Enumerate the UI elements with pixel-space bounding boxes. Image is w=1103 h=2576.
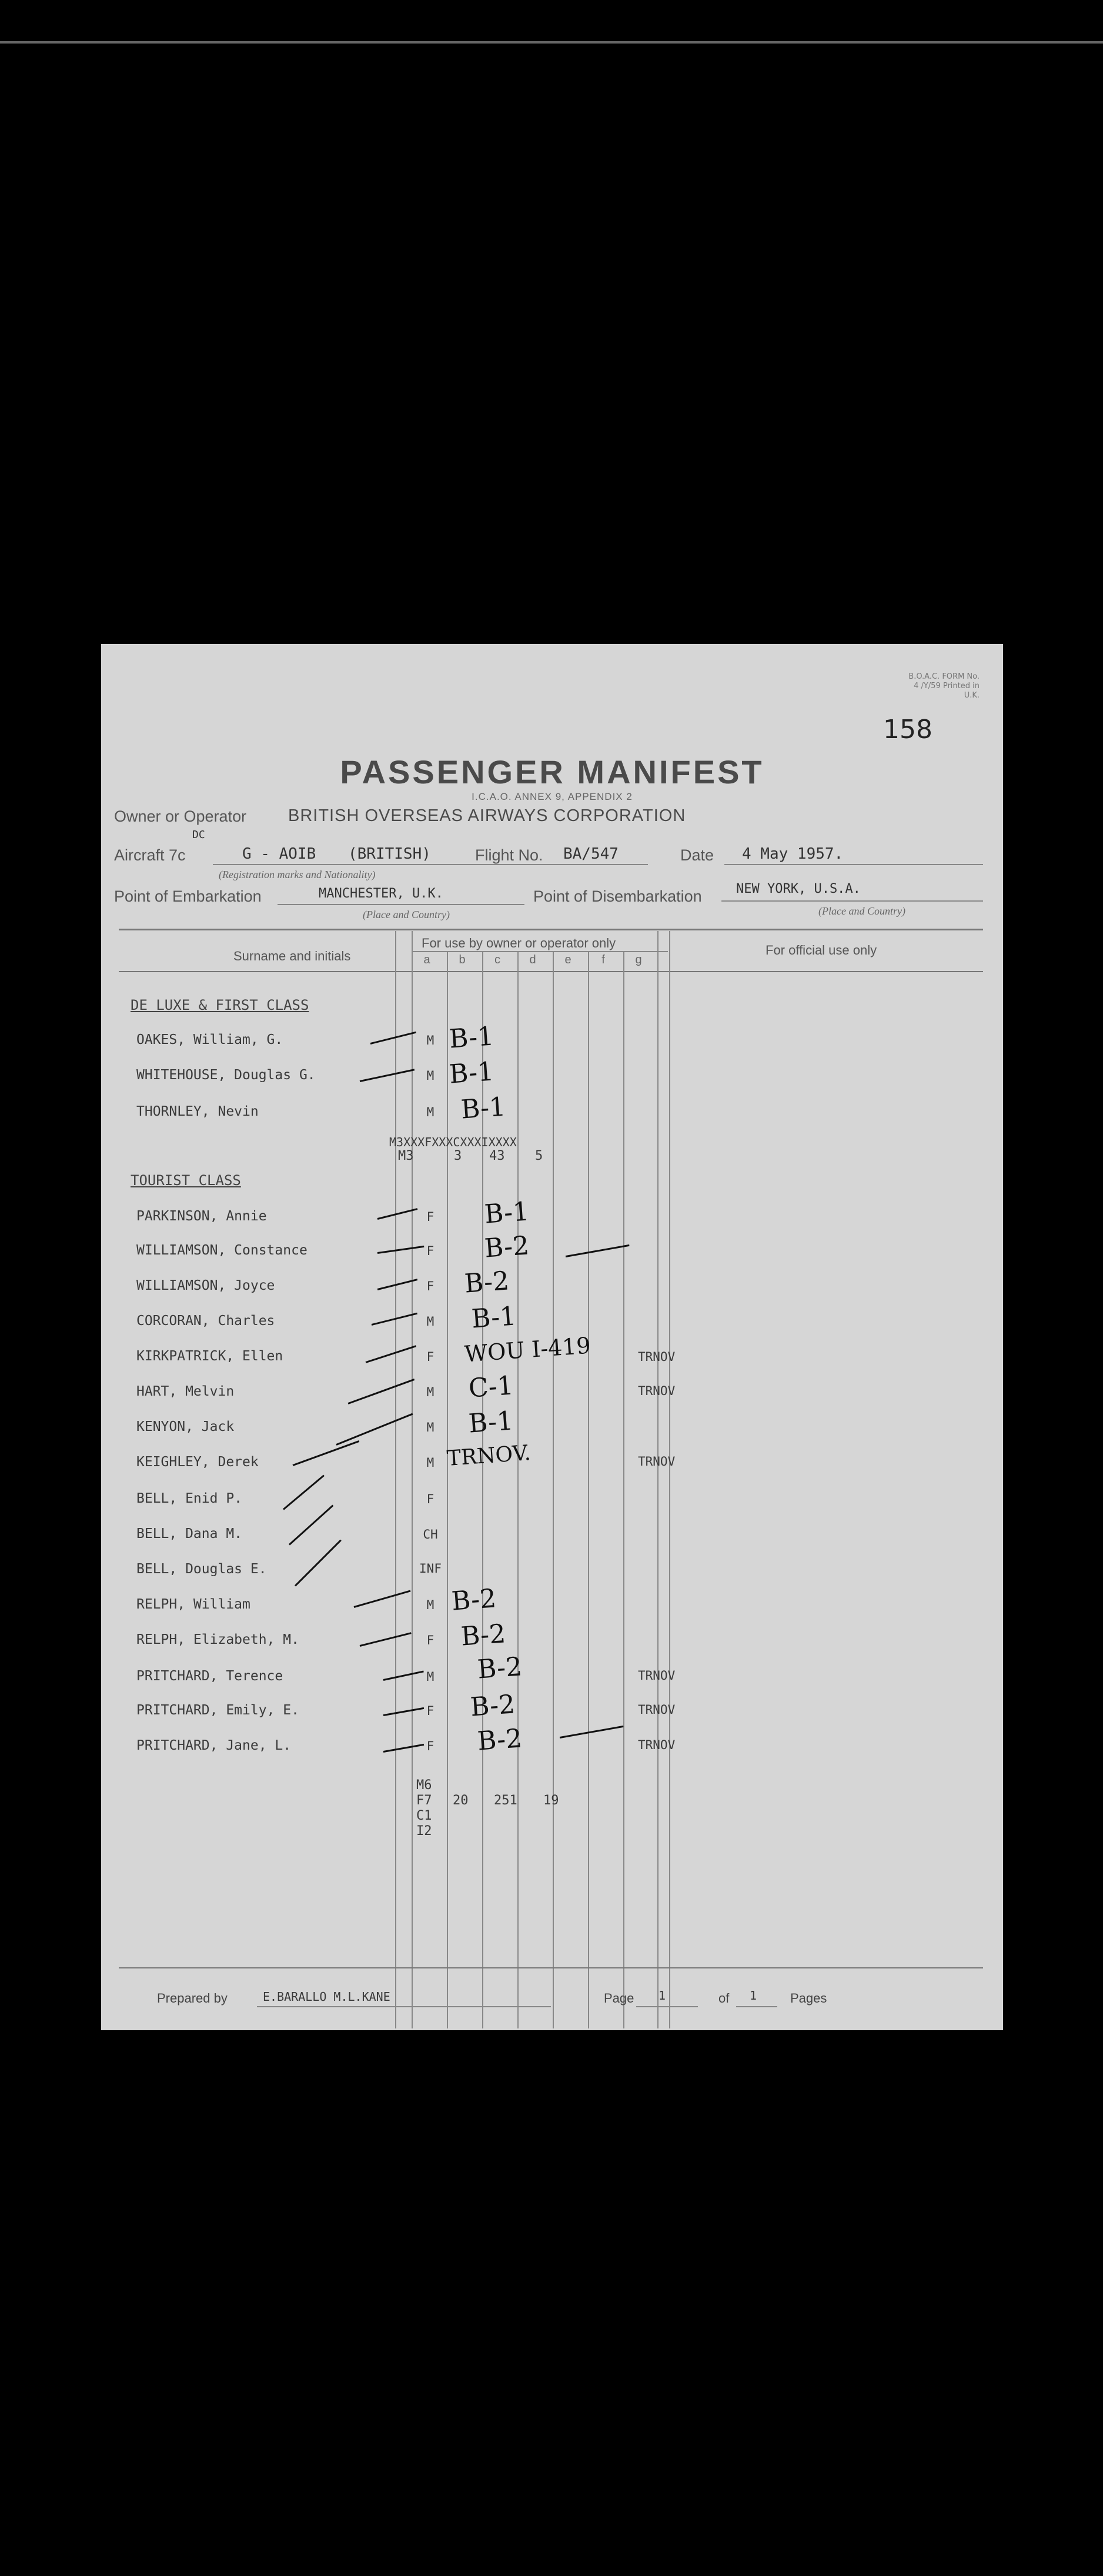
date-value: 4 May 1957. — [742, 845, 844, 863]
prepared-value: E.BARALLO M.L.KANE — [263, 1990, 390, 2004]
tourist-tally-value: 20 — [453, 1793, 469, 1808]
passenger-name: OAKES, William, G. — [136, 1032, 283, 1047]
passenger-note: TRNOV — [638, 1703, 676, 1717]
page-value: 1 — [659, 1988, 666, 2003]
passenger-code: M — [426, 1420, 434, 1434]
of-value: 1 — [750, 1988, 757, 2003]
disembark-hint: (Place and Country) — [818, 905, 905, 917]
passenger-name: WHITEHOUSE, Douglas G. — [136, 1067, 316, 1083]
form-info: B.O.A.C. FORM No. 4 /Y/59 Printed in U.K. — [908, 672, 980, 700]
passenger-note: TRNOV — [638, 1454, 676, 1469]
aircraft-label: Aircraft 7c — [114, 846, 186, 864]
passenger-code: F — [426, 1704, 434, 1718]
col-surname: Surname and initials — [233, 949, 351, 963]
passenger-code: F — [426, 1244, 434, 1258]
flight-value: BA/547 — [563, 845, 619, 863]
section-tourist-class: TOURIST CLASS — [131, 1172, 241, 1189]
col-official: For official use only — [766, 943, 877, 957]
embark-label: Point of Embarkation — [114, 887, 262, 905]
passenger-code: M — [426, 1033, 434, 1047]
handwritten-seat: B-2 — [460, 1619, 507, 1652]
tourist-tally-codes — [416, 1778, 432, 1839]
passenger-note: TRNOV — [638, 1350, 676, 1364]
passenger-name: PRITCHARD, Jane, L. — [136, 1738, 292, 1753]
col-b: b — [459, 953, 466, 966]
passenger-name: KIRKPATRICK, Ellen — [136, 1349, 283, 1364]
first-tally-value: 5 — [535, 1149, 543, 1163]
first-tally-value: 43 — [489, 1149, 505, 1163]
document-subtitle: I.C.A.O. ANNEX 9, APPENDIX 2 — [472, 791, 633, 802]
passenger-note: TRNOV — [638, 1384, 676, 1398]
handwritten-seat: B-1 — [460, 1092, 507, 1125]
date-label: Date — [680, 846, 714, 864]
passenger-name: KEIGHLEY, Derek — [136, 1454, 259, 1470]
handwritten-seat: B-1 — [448, 1056, 495, 1090]
passenger-code: M — [426, 1598, 434, 1612]
tally-code: C1 — [416, 1808, 432, 1823]
passenger-name: WILLIAMSON, Joyce — [136, 1278, 275, 1293]
first-tally-m: M3 — [398, 1149, 414, 1163]
handwritten-seat: B-1 — [483, 1196, 530, 1230]
col-f: f — [601, 953, 605, 966]
passenger-code: F — [426, 1279, 434, 1293]
passenger-code: M — [426, 1385, 434, 1399]
passenger-name: RELPH, William — [136, 1597, 250, 1612]
tourist-tally-value: 251 — [494, 1793, 517, 1808]
handwritten-note: TRNOV. — [446, 1441, 532, 1471]
disembark-label: Point of Disembarkation — [533, 887, 702, 905]
flight-label: Flight No. — [475, 846, 543, 864]
passenger-note: TRNOV — [638, 1738, 676, 1752]
handwritten-seat: B-1 — [470, 1301, 517, 1334]
passenger-note: TRNOV — [638, 1669, 676, 1683]
aircraft-nationality: (BRITISH) — [348, 845, 431, 863]
handwritten-seat: WOU I-419 — [463, 1332, 591, 1367]
passenger-code: CH — [423, 1527, 438, 1541]
first-tally-codes: M3XXXFXXXCXXXIXXXX — [389, 1135, 517, 1149]
col-operator: For use by owner or operator only — [422, 936, 616, 950]
tally-code: M6 — [416, 1778, 432, 1793]
handwritten-seat: B-2 — [476, 1651, 523, 1685]
tourist-tally-value: 19 — [543, 1793, 559, 1808]
embark-value: MANCHESTER, U.K. — [319, 886, 443, 901]
of-label: of — [718, 1991, 730, 2006]
passenger-code: M — [426, 1069, 434, 1083]
passenger-name: THORNLEY, Nevin — [136, 1104, 259, 1119]
passenger-name: KENYON, Jack — [136, 1419, 235, 1434]
passenger-name: CORCORAN, Charles — [136, 1313, 275, 1329]
passenger-name: PRITCHARD, Terence — [136, 1669, 283, 1684]
aircraft-value: G - AOIB — [242, 845, 316, 863]
col-d: d — [529, 953, 536, 966]
passenger-code: M — [426, 1105, 434, 1119]
passenger-name: HART, Melvin — [136, 1384, 235, 1399]
page-number: 158 — [883, 715, 932, 745]
passenger-name: PARKINSON, Annie — [136, 1209, 267, 1224]
passenger-code: F — [426, 1350, 434, 1364]
passenger-name: RELPH, Elizabeth, M. — [136, 1632, 299, 1647]
manifest-sheet — [101, 644, 1003, 2030]
handwritten-seat: B-1 — [448, 1021, 495, 1055]
scan-border — [0, 41, 1103, 44]
section-first-class: DE LUXE & FIRST CLASS — [131, 997, 309, 1013]
passenger-name: BELL, Dana M. — [136, 1526, 243, 1541]
passenger-code: M — [426, 1456, 434, 1470]
handwritten-seat: B-2 — [463, 1266, 510, 1299]
handwritten-seat: C-1 — [467, 1370, 515, 1404]
col-g: g — [635, 953, 642, 966]
col-e: e — [564, 953, 571, 966]
passenger-code: F — [426, 1492, 434, 1506]
tally-code: I2 — [416, 1824, 432, 1838]
tally-code: F7 — [416, 1793, 432, 1808]
handwritten-seat: B-2 — [450, 1583, 497, 1617]
handwritten-seat: B-1 — [467, 1406, 514, 1439]
handwritten-seat: B-2 — [476, 1723, 523, 1757]
aircraft-prefix: DC — [192, 829, 205, 841]
passenger-code: INF — [419, 1561, 442, 1576]
page-label: Page — [604, 1991, 634, 2006]
pages-label: Pages — [790, 1991, 827, 2006]
aircraft-hint: (Registration marks and Nationality) — [219, 869, 376, 880]
passenger-name: WILLIAMSON, Constance — [136, 1243, 307, 1258]
passenger-name: BELL, Douglas E. — [136, 1561, 267, 1577]
owner-value: BRITISH OVERSEAS AIRWAYS CORPORATION — [288, 806, 686, 825]
embark-hint: (Place and Country) — [363, 909, 450, 920]
handwritten-seat: B-2 — [469, 1689, 516, 1723]
passenger-code: M — [426, 1670, 434, 1684]
prepared-label: Prepared by — [157, 1991, 228, 2006]
handwritten-seat: B-2 — [483, 1230, 530, 1264]
passenger-name: PRITCHARD, Emily, E. — [136, 1703, 299, 1718]
owner-label: Owner or Operator — [114, 807, 247, 825]
col-c: c — [494, 953, 500, 966]
passenger-code: F — [426, 1210, 434, 1224]
passenger-name: BELL, Enid P. — [136, 1491, 243, 1506]
passenger-code: M — [426, 1314, 434, 1329]
document-title: PASSENGER MANIFEST — [340, 753, 764, 790]
disembark-value: NEW YORK, U.S.A. — [736, 882, 861, 896]
col-a: a — [423, 953, 430, 966]
passenger-code: F — [426, 1633, 434, 1647]
first-tally-value: 3 — [454, 1149, 462, 1163]
passenger-code: F — [426, 1739, 434, 1753]
